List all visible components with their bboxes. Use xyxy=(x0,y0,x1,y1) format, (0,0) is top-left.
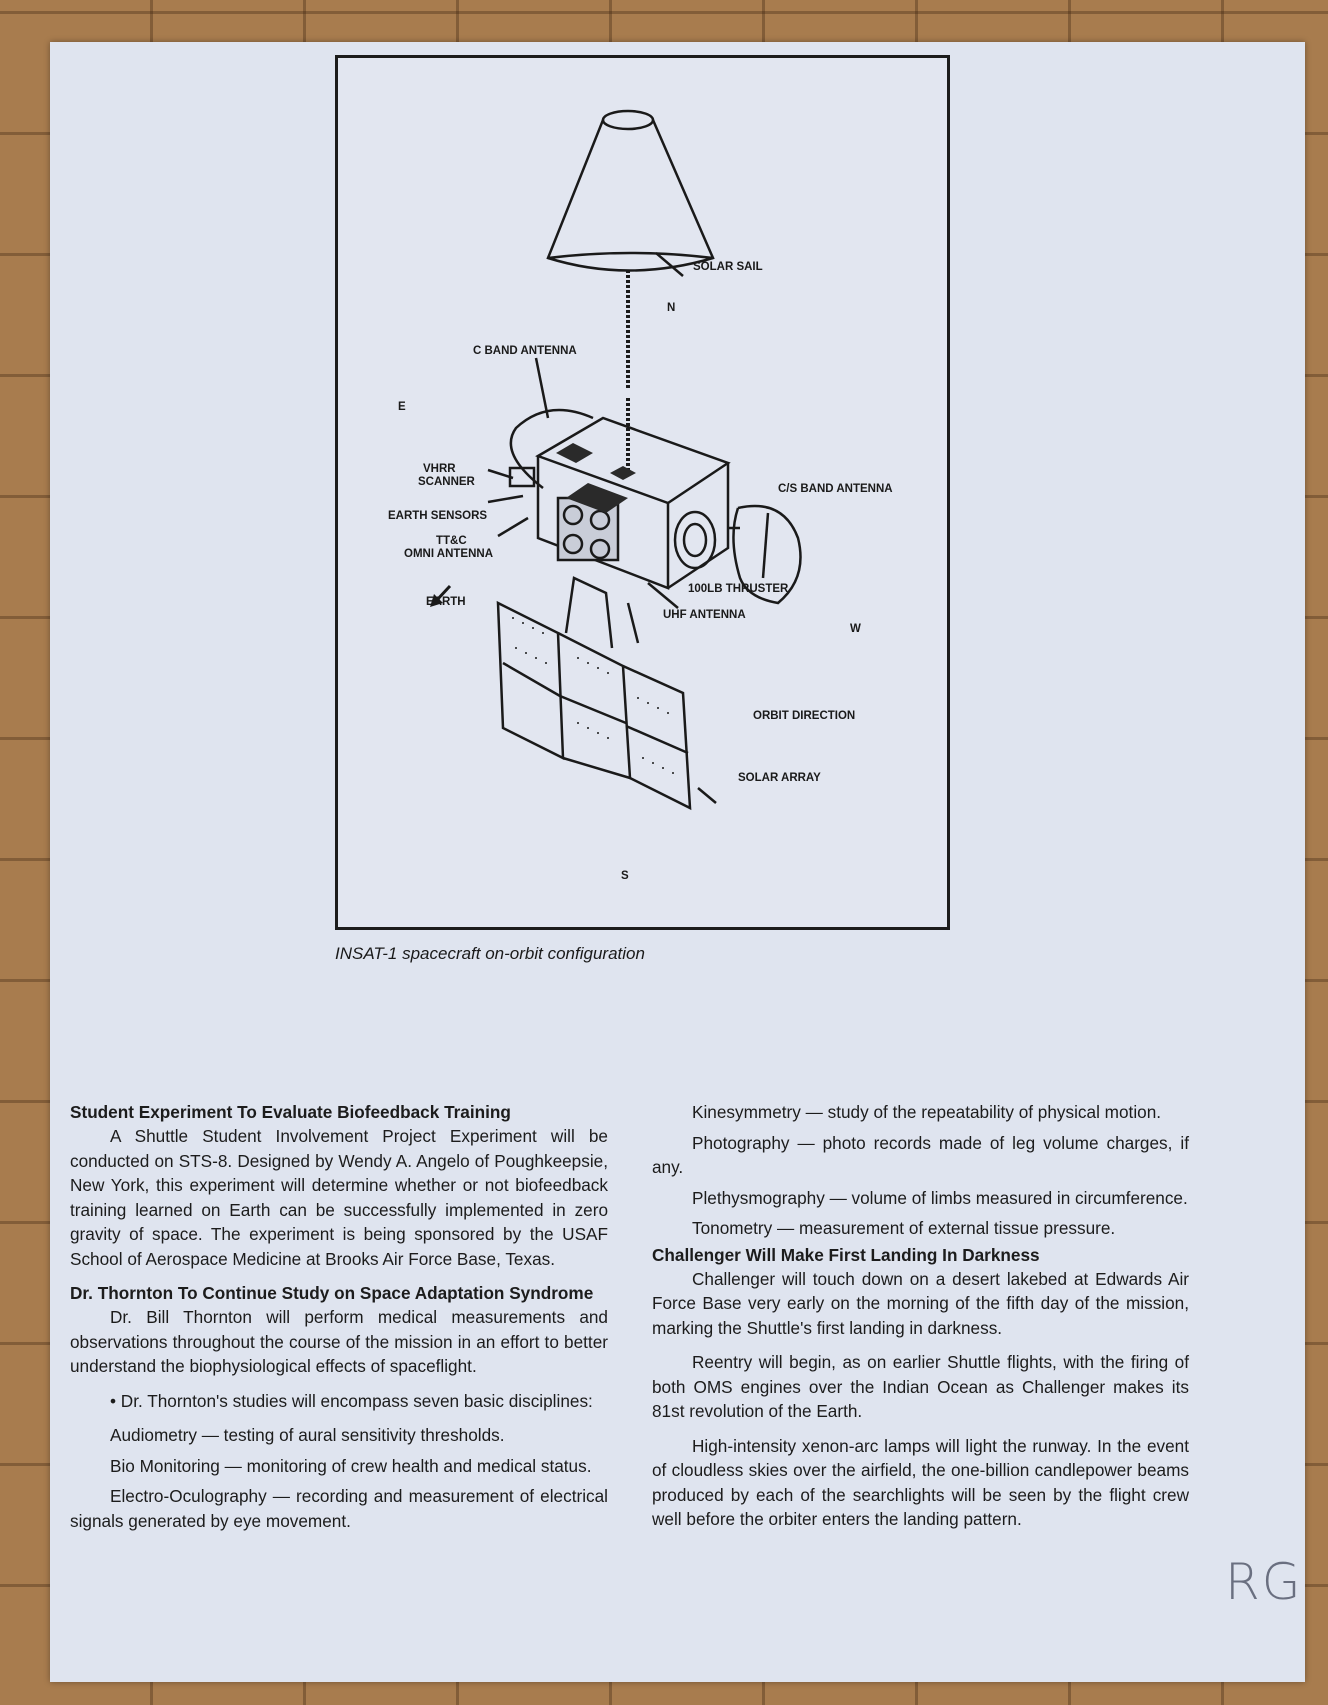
right-column xyxy=(652,1100,1189,1542)
label-cs-band-antenna: C/S BAND ANTENNA xyxy=(778,483,893,495)
label-solar-sail: SOLAR SAIL xyxy=(693,261,763,273)
figure-caption: INSAT-1 spacecraft on-orbit configuration xyxy=(335,944,645,963)
left-column xyxy=(70,1100,608,1539)
paragraph-disciplines: • Dr. Thornton's studies will encompass seven basic disciplines: xyxy=(110,1390,593,1411)
insat-diagram xyxy=(335,55,950,930)
item-tonometry: Tonometry — measurement of external tissue pressure. xyxy=(692,1218,1116,1238)
label-earth: EARTH xyxy=(426,596,466,608)
item-audiometry: Audiometry — testing of aural sensitivity thresholds. xyxy=(110,1425,505,1445)
item-plethysmography: Plethysmography — volume of limbs measured in circumference. xyxy=(692,1187,1188,1208)
label-vhrr-1: VHRR xyxy=(423,463,456,475)
paragraph-thornton: Dr. Bill Thornton will perform medical measurements and observations throughout the course of the mission in an effort to better understand the biophysiological effects of spaceflight. xyxy=(70,1307,608,1376)
heading-thornton: Dr. Thornton To Continue Study on Space Adaptation Syndrome xyxy=(70,1283,594,1303)
label-w: W xyxy=(850,623,861,635)
label-ttc-2: OMNI ANTENNA xyxy=(404,548,494,560)
label-solar-array: SOLAR ARRAY xyxy=(738,772,821,784)
heading-biofeedback: Student Experiment To Evaluate Biofeedback Training xyxy=(70,1102,511,1122)
heading-darkness-landing: Challenger Will Make First Landing In Darkness xyxy=(652,1244,1040,1265)
paragraph-biofeedback: A Shuttle Student Involvement Project Experiment will be conducted on STS-8. Designed by Wendy A. Angelo of Poughkeepsie, New York, this experiment will determine whether or not biofeedback training learned on Earth can be successfully implemented in zero gravity of space. The experiment is being sponsored by the USAF School of Aerospace Medicine at Brooks Air Force Base, Texas. xyxy=(70,1126,608,1269)
label-orbit-direction: ORBIT DIRECTION xyxy=(753,710,856,722)
label-thruster: 100LB THRUSTER xyxy=(688,583,789,595)
item-photography: Photography — photo records made of leg volume charges, if any. xyxy=(652,1132,1189,1177)
handwritten-initials: RG xyxy=(1225,1553,1303,1611)
label-earth-sensors: EARTH SENSORS xyxy=(388,510,488,522)
paragraph-reentry: Reentry will begin, as on earlier Shuttle flights, with the firing of both OMS engines over the Indian Ocean as Challenger makes its 81st revolution of the Earth. xyxy=(652,1352,1189,1421)
label-ttc-1: TT&C xyxy=(436,535,467,547)
paragraph-xenon-lamps: High-intensity xenon-arc lamps will light the runway. In the event of cloudless skies over the airfield, the one-billion candlepower beams produced by each of the searchlights will be seen by the flight crew well before the orbiter enters the landing pattern. xyxy=(652,1435,1189,1529)
paragraph-touchdown: Challenger will touch down on a desert lakebed at Edwards Air Force Base very early on the morning of the fifth day of the mission, marking the Shuttle's first landing in darkness. xyxy=(652,1268,1189,1338)
label-uhf-antenna: UHF ANTENNA xyxy=(663,609,746,621)
item-kinesymmetry: Kinesymmetry — study of the repeatability of physical motion. xyxy=(692,1102,1162,1122)
label-e: E xyxy=(398,401,406,413)
item-bio-monitoring: Bio Monitoring — monitoring of crew health and medical status. xyxy=(110,1455,592,1476)
label-vhrr-2: SCANNER xyxy=(418,476,475,488)
label-c-band-antenna: C BAND ANTENNA xyxy=(473,345,577,357)
label-n: N xyxy=(667,302,676,314)
item-electro-oculography: Electro-Oculography — recording and measurement of electrical signals generated by eye movement. xyxy=(70,1486,608,1531)
label-s: S xyxy=(621,870,629,882)
